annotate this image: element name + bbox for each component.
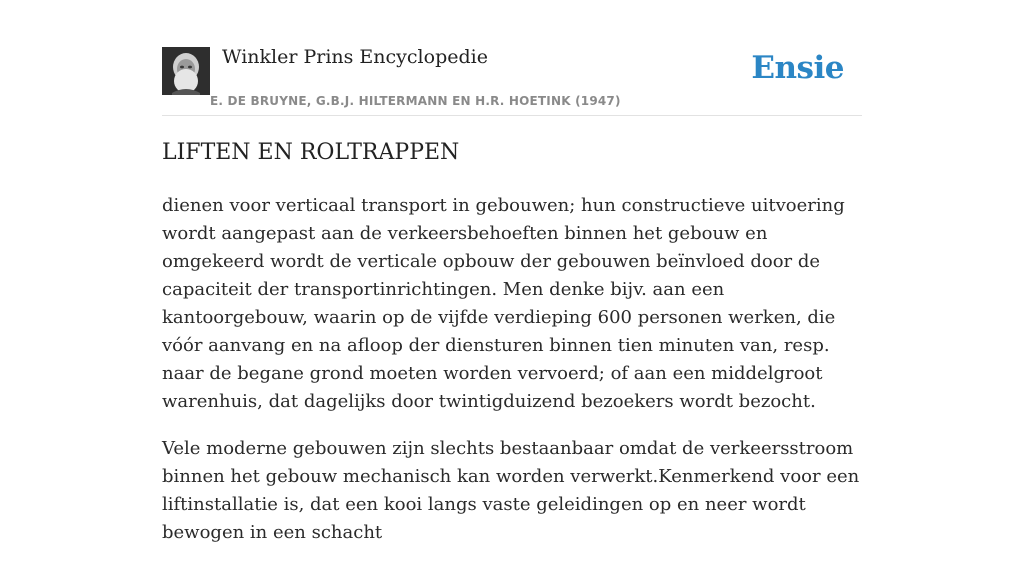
article-paragraph: Vele moderne gebouwen zijn slechts bestaanbaar omdat de verkeersstroom binnen het gebouw mechanisch kan worden verwerkt.Kenmerkend voor een liftinstallatie is, dat een kooi langs vaste geleidingen op en neer wordt bewogen in een schacht [162, 438, 860, 543]
ensie-logo[interactable]: Ensie [751, 50, 844, 86]
article-body [162, 192, 862, 566]
source-authors: E. DE BRUYNE, G.B.J. HILTERMANN EN H.R. HOETINK (1947) [210, 94, 621, 108]
article-title: LIFTEN EN ROLTRAPPEN [162, 140, 460, 165]
author-avatar [162, 47, 210, 95]
portrait-avatar-icon [162, 47, 210, 95]
source-header [162, 44, 862, 116]
source-title[interactable]: Winkler Prins Encyclopedie [222, 46, 488, 68]
article-paragraph: dienen voor verticaal transport in gebouwen; hun constructieve uitvoering wordt aangepast aan de verkeersbehoeften binnen het gebouw en omgekeerd wordt de verticale opbouw der gebouwen beïnvloed door de capaciteit der transportinrichtingen. Men denke bijv. aan een kantoorgebouw, waarin op de vijfde verdieping 600 personen werken, die vóór aanvang en na afloop der diensturen binnen tien minuten van, resp. naar de begane grond moeten worden vervoerd; of aan een middelgroot warenhuis, dat dagelijks door twintigduizend bezoekers wordt bezocht. [162, 195, 845, 412]
